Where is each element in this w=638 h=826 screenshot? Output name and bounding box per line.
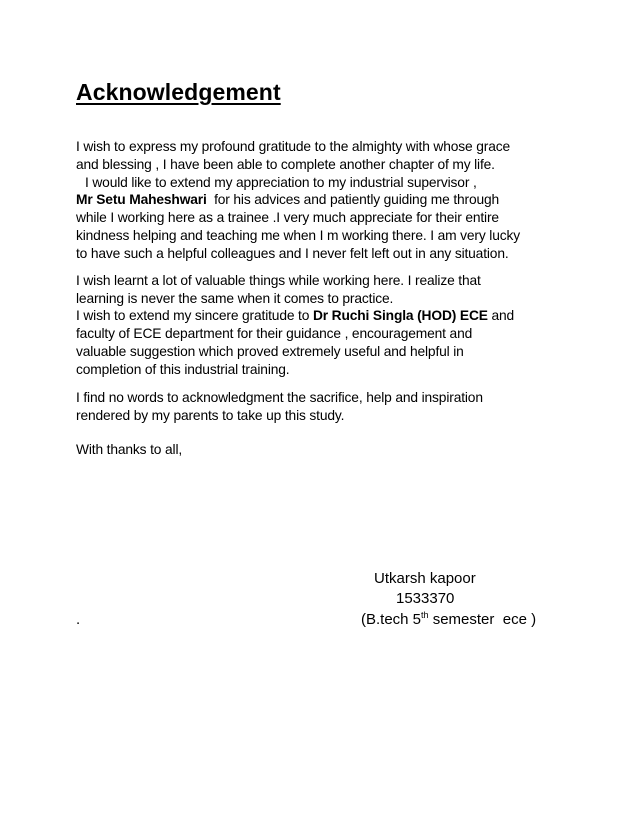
hod-name: Dr Ruchi Singla (HOD) ECE: [312, 308, 488, 323]
page-title: Acknowledgement: [76, 79, 281, 105]
para3-line2: rendered by my parents to take up this study.: [76, 408, 345, 423]
para1-line7: to have such a helpful colleagues and I never felt left out in any situation.: [76, 246, 509, 261]
signature-dot: .: [76, 611, 81, 628]
signature-roll-number: 1533370: [396, 590, 455, 607]
para1-line4: [76, 191, 499, 209]
para1-line5: while I working here as a trainee .I very much appreciate for their entire: [76, 210, 499, 225]
signature-name: Utkarsh kapoor: [374, 570, 476, 587]
para1-line2: and blessing , I have been able to complete another chapter of my life.: [76, 157, 495, 172]
para2-line4: faculty of ECE department for their guidance , encouragement and: [76, 326, 473, 341]
para2-line3: [76, 307, 514, 325]
para1-line4-rest: for his advices and patiently guiding me through: [206, 192, 500, 207]
para2-line6: completion of this industrial training.: [76, 362, 290, 377]
para1-line1: I wish to express my profound gratitude to the almighty with whose grace: [76, 139, 510, 154]
para2-line3-post: and: [487, 308, 515, 323]
course-sup: th: [421, 610, 429, 620]
signature-course: [361, 610, 536, 630]
para3-line1: I find no words to acknowledgment the sacrifice, help and inspiration: [76, 390, 483, 405]
para2-line2: learning is never the same when it comes to practice.: [76, 291, 394, 306]
course-pre: (B.tech 5: [361, 611, 422, 628]
para2-line5: valuable suggestion which proved extremely useful and helpful in: [76, 344, 464, 359]
para1-line6: kindness helping and teaching me when I m working there. I am very lucky: [76, 228, 520, 243]
para2-line3-pre: I wish to extend my sincere gratitude to: [76, 308, 313, 323]
para1-line3: I would like to extend my appreciation to my industrial supervisor ,: [85, 175, 477, 190]
para2-line1: I wish learnt a lot of valuable things while working here. I realize that: [76, 273, 481, 288]
closing-line: With thanks to all,: [76, 442, 183, 457]
supervisor-name: Mr Setu Maheshwari: [76, 192, 207, 207]
course-post: semester ece ): [428, 611, 537, 628]
